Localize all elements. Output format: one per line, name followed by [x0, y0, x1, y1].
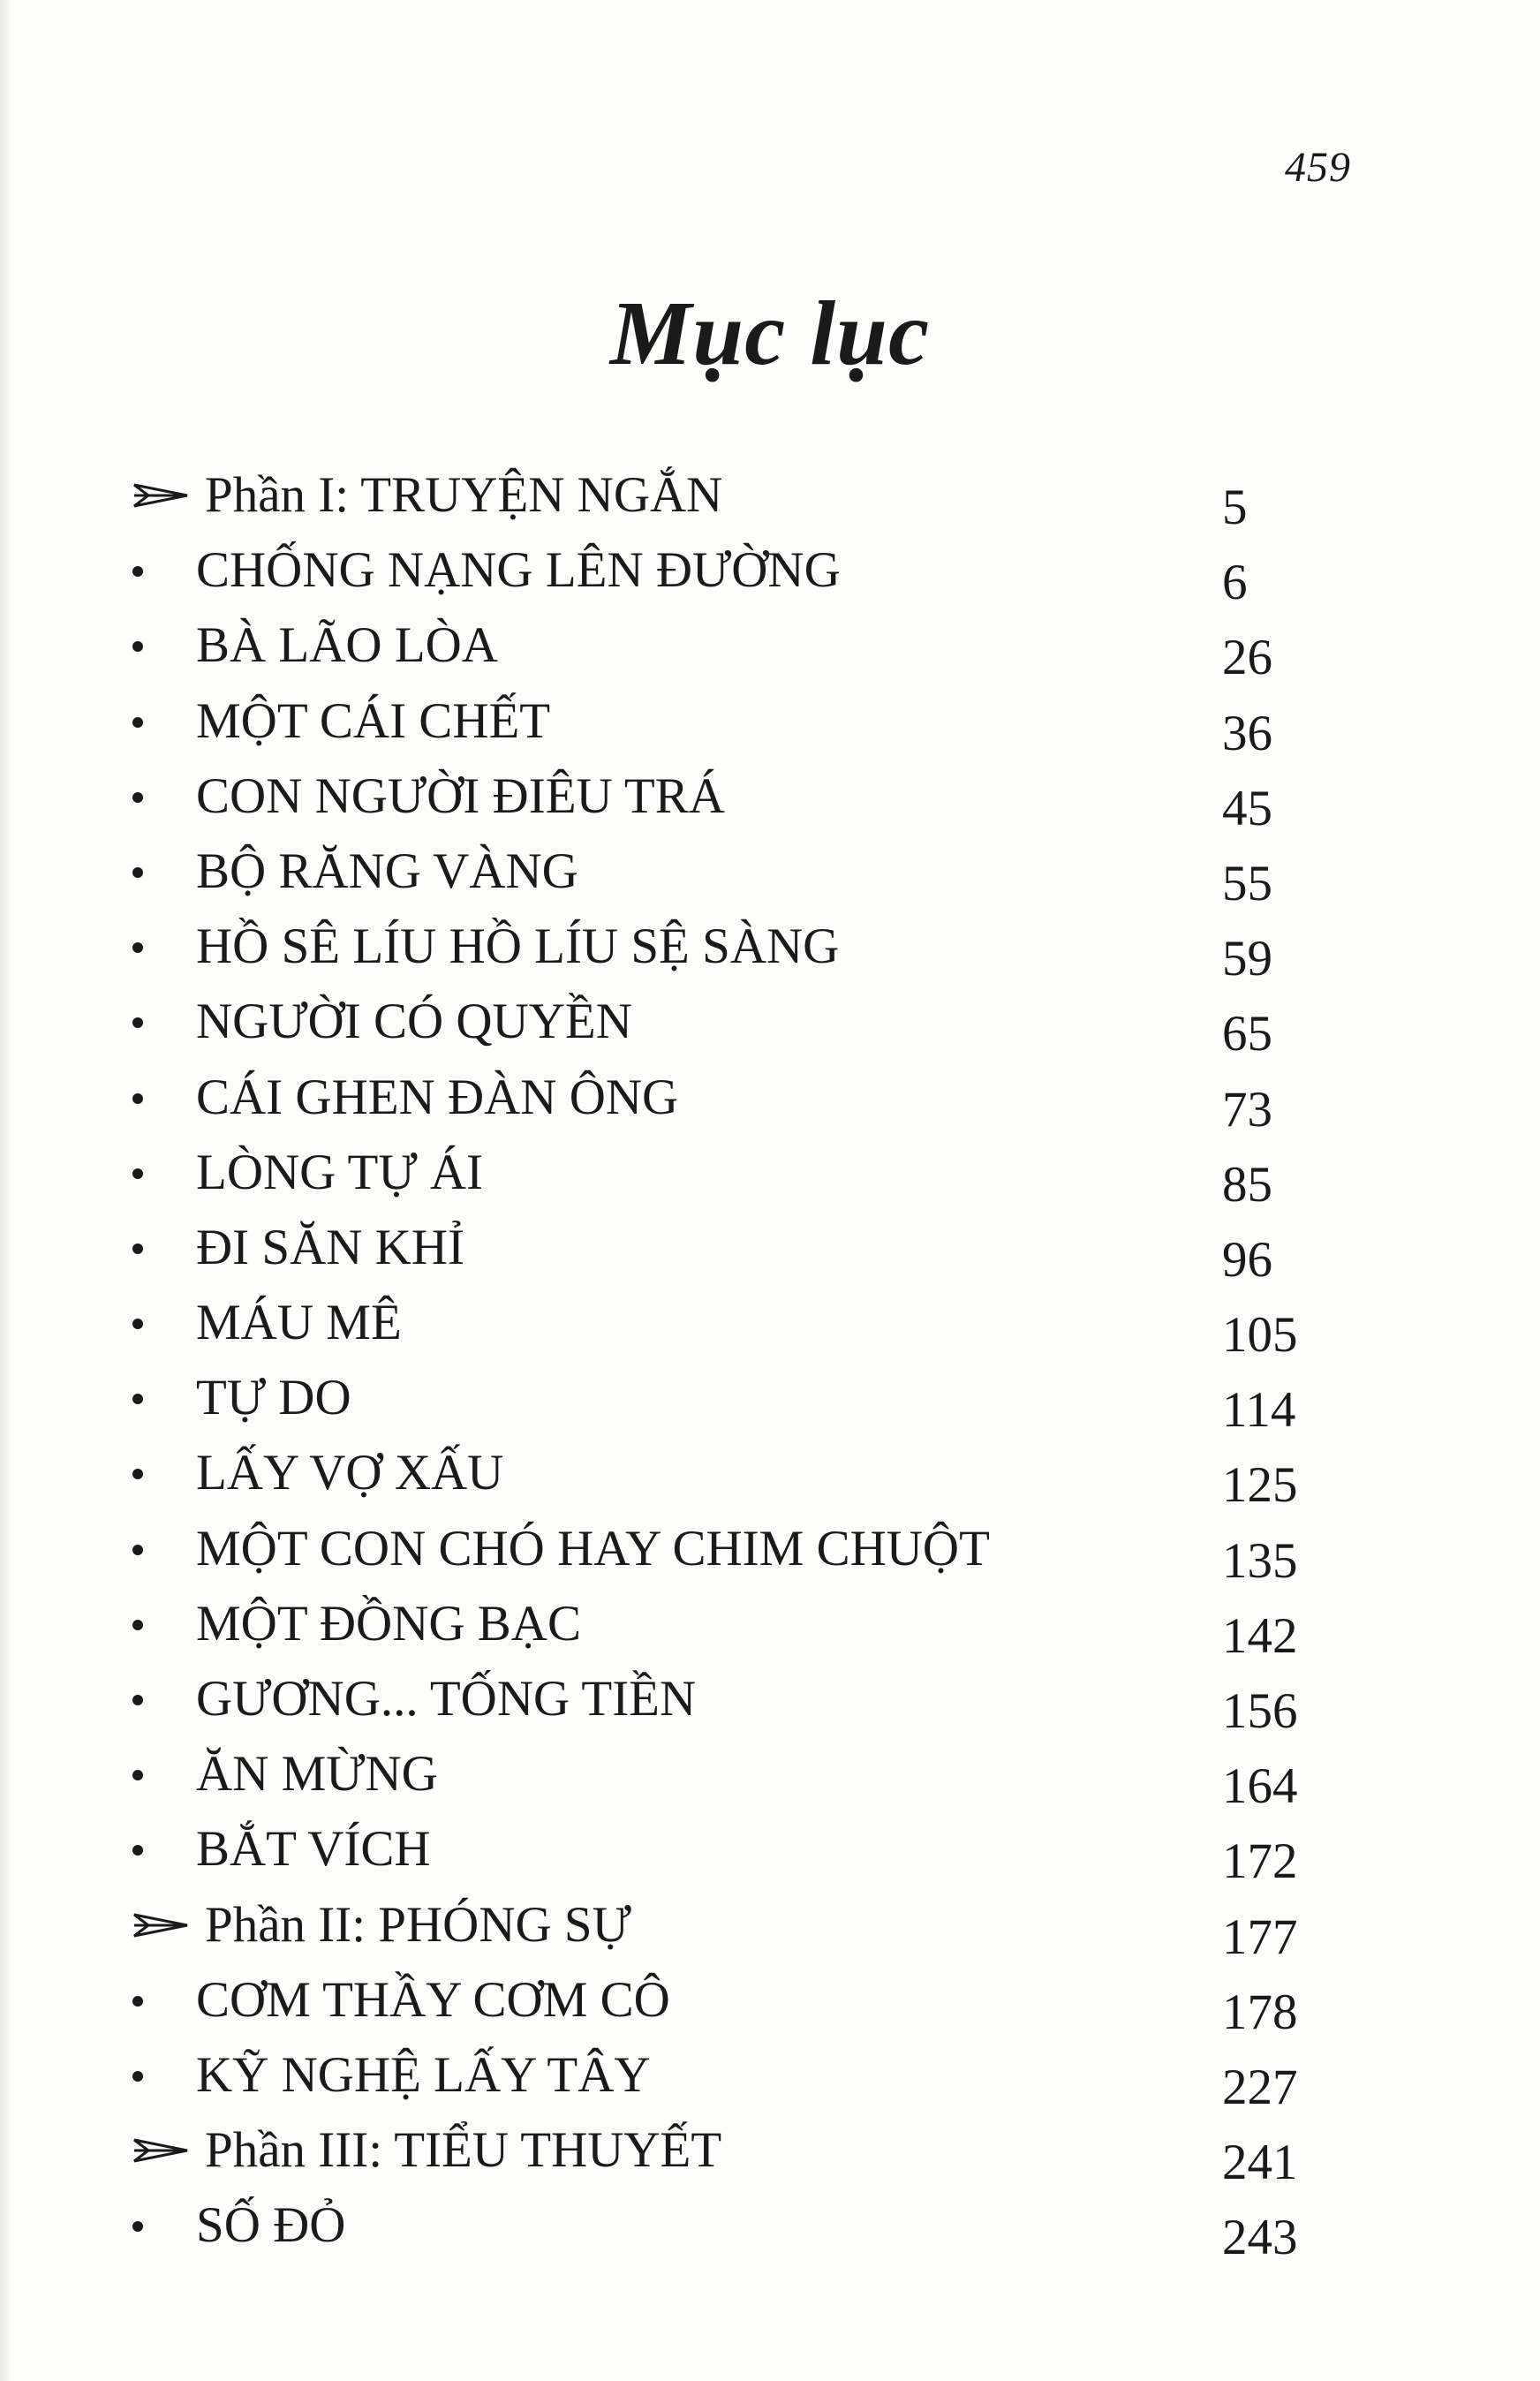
entry-title: BẮT VÍCH: [196, 1821, 431, 1878]
entry-title: CÁI GHEN ĐÀN ÔNG: [196, 1069, 679, 1125]
bullet-icon: [132, 1135, 194, 1210]
entry-title: TỰ DO: [196, 1370, 351, 1426]
bullet-dot: [132, 566, 143, 577]
entry-page-number: 26: [1222, 630, 1272, 686]
entry-page-number: 65: [1222, 1006, 1272, 1062]
entry-page-number: 156: [1222, 1683, 1298, 1739]
page-title: Mục lục: [609, 283, 931, 384]
entry-title: KỸ NGHỆ LẤY TÂY: [196, 2046, 651, 2103]
entry-title: NGƯỜI CÓ QUYỀN: [196, 994, 632, 1050]
toc-entry: [132, 1736, 1333, 1815]
bullet-dot: [132, 1243, 143, 1254]
entry-title: SỐ ĐỎ: [196, 2197, 346, 2254]
entry-title: ĐI SĂN KHỈ: [196, 1219, 464, 1275]
entry-title: CHỐNG NẠNG LÊN ĐƯỜNG: [196, 542, 841, 599]
toc-entry: [132, 1435, 1333, 1514]
toc-entry: [132, 1285, 1333, 1364]
entry-page-number: 178: [1222, 1984, 1298, 2040]
toc-entry: [132, 1586, 1333, 1664]
toc-entry: [132, 533, 1333, 611]
entry-page-number: 243: [1222, 2210, 1298, 2266]
entry-page-number: 105: [1222, 1307, 1298, 1364]
bullet-icon: [132, 684, 194, 759]
bullet-dot: [132, 2071, 143, 2082]
entry-title: GƯƠNG... TỐNG TIỀN: [196, 1671, 697, 1727]
bullet-dot: [132, 1469, 143, 1479]
bullet-icon: [132, 1435, 194, 1510]
entry-page-number: 55: [1222, 855, 1272, 911]
bullet-dot: [132, 792, 143, 803]
bullet-dot: [132, 1319, 143, 1329]
bullet-dot: [132, 641, 143, 652]
toc-entry: [132, 2037, 1333, 2113]
entry-page-number: 85: [1222, 1156, 1272, 1213]
entry-title: BÀ LÃO LÒA: [196, 617, 498, 674]
arrowhead-icon-shape: [132, 1912, 189, 1939]
arrowhead-icon-shape: [132, 482, 189, 509]
bullet-dot: [132, 1093, 143, 1104]
toc-entry: [132, 1962, 1333, 2040]
bullet-dot: [132, 867, 143, 878]
entry-page-number: 227: [1222, 2059, 1298, 2115]
arrowhead-icon: [132, 2113, 194, 2188]
entry-title: BỘ RĂNG VÀNG: [196, 843, 578, 899]
toc-entry: [132, 909, 1333, 987]
bullet-icon: [132, 608, 194, 683]
table-of-contents: [132, 457, 1333, 2264]
entry-page-number: 6: [1222, 555, 1248, 611]
bullet-icon: [132, 1661, 194, 1736]
entry-title: MỘT CÁI CHẾT: [196, 692, 551, 749]
section-title: Phần III: TIỂU THUYẾT: [205, 2122, 722, 2179]
toc-entry: [132, 759, 1333, 834]
bullet-icon: [132, 759, 194, 834]
bullet-icon: [132, 2037, 194, 2113]
entry-page-number: 241: [1222, 2135, 1298, 2191]
bullet-icon: [132, 1060, 194, 1135]
bullet-icon: [132, 1962, 194, 2037]
bullet-dot: [132, 1394, 143, 1404]
entry-title: LÒNG TỰ ÁI: [196, 1144, 483, 1200]
entry-page-number: 73: [1222, 1081, 1272, 1138]
bullet-icon: [132, 1511, 194, 1586]
entry-page-number: 177: [1222, 1909, 1298, 1965]
entry-page-number: 164: [1222, 1758, 1298, 1815]
bullet-dot: [132, 717, 143, 728]
bullet-dot: [132, 1620, 143, 1630]
page-number: 459: [1285, 144, 1351, 191]
entry-title: MỘT ĐỒNG BẠC: [196, 1595, 581, 1652]
bullet-icon: [132, 1736, 194, 1811]
bullet-dot: [132, 1545, 143, 1555]
entry-title: ĂN MỪNG: [196, 1746, 438, 1803]
entry-title: MỘT CON CHÓ HAY CHIM CHUỘT: [196, 1520, 990, 1576]
bullet-icon: [132, 533, 194, 608]
bullet-icon: [132, 2188, 194, 2263]
bullet-dot: [132, 2221, 143, 2232]
entry-page-number: 142: [1222, 1607, 1298, 1664]
bullet-icon: [132, 834, 194, 909]
toc-entry: [132, 834, 1333, 909]
toc-entry: [132, 1060, 1333, 1138]
entry-page-number: 125: [1222, 1457, 1298, 1514]
bullet-dot: [132, 942, 143, 953]
toc-section-heading: [132, 457, 1333, 533]
bullet-icon: [132, 1360, 194, 1435]
entry-page-number: 5: [1222, 480, 1248, 535]
bullet-icon: [132, 1811, 194, 1886]
toc-section-heading: [132, 2113, 1333, 2191]
toc-entry: [132, 1210, 1333, 1288]
toc-entry: [132, 2188, 1333, 2266]
entry-title: CON NGƯỜI ĐIÊU TRÁ: [196, 767, 725, 824]
entry-title: LẤY VỢ XẤU: [196, 1445, 504, 1501]
entry-page-number: 45: [1222, 780, 1272, 836]
bullet-icon: [132, 1210, 194, 1285]
toc-entry: [132, 608, 1333, 686]
entry-page-number: 96: [1222, 1231, 1272, 1288]
bullet-dot: [132, 1168, 143, 1179]
toc-entry: [132, 1511, 1333, 1589]
bullet-dot: [132, 1996, 143, 2007]
section-title: Phần I: TRUYỆN NGẮN: [205, 467, 723, 523]
bullet-icon: [132, 909, 194, 984]
entry-page-number: 135: [1222, 1532, 1298, 1589]
toc-entry: [132, 684, 1333, 759]
arrowhead-icon-shape: [132, 2137, 189, 2164]
toc-entry: [132, 1661, 1333, 1739]
toc-entry: [132, 984, 1333, 1062]
arrowhead-icon: [132, 1887, 194, 1962]
section-title: Phần II: PHÓNG SỰ: [205, 1896, 631, 1953]
entry-page-number: 36: [1222, 705, 1272, 761]
entry-title: MÁU MÊ: [196, 1295, 402, 1351]
bullet-icon: [132, 1285, 194, 1360]
bullet-dot: [132, 1017, 143, 1028]
entry-page-number: 59: [1222, 931, 1272, 987]
toc-entry: [132, 1360, 1333, 1439]
bullet-dot: [132, 1845, 143, 1856]
bullet-icon: [132, 984, 194, 1059]
toc-entry: [132, 1135, 1333, 1213]
bullet-dot: [132, 1695, 143, 1705]
bullet-icon: [132, 1586, 194, 1661]
entry-page-number: 172: [1222, 1833, 1298, 1890]
arrowhead-icon: [132, 457, 194, 533]
entry-title: CƠM THẦY CƠM CÔ: [196, 1971, 670, 2028]
entry-page-number: 114: [1222, 1382, 1296, 1439]
toc-section-heading: [132, 1887, 1333, 1965]
bullet-dot: [132, 1770, 143, 1780]
toc-entry: [132, 1811, 1333, 1890]
entry-title: HỒ SÊ LÍU HỒ LÍU SỆ SÀNG: [196, 918, 840, 975]
